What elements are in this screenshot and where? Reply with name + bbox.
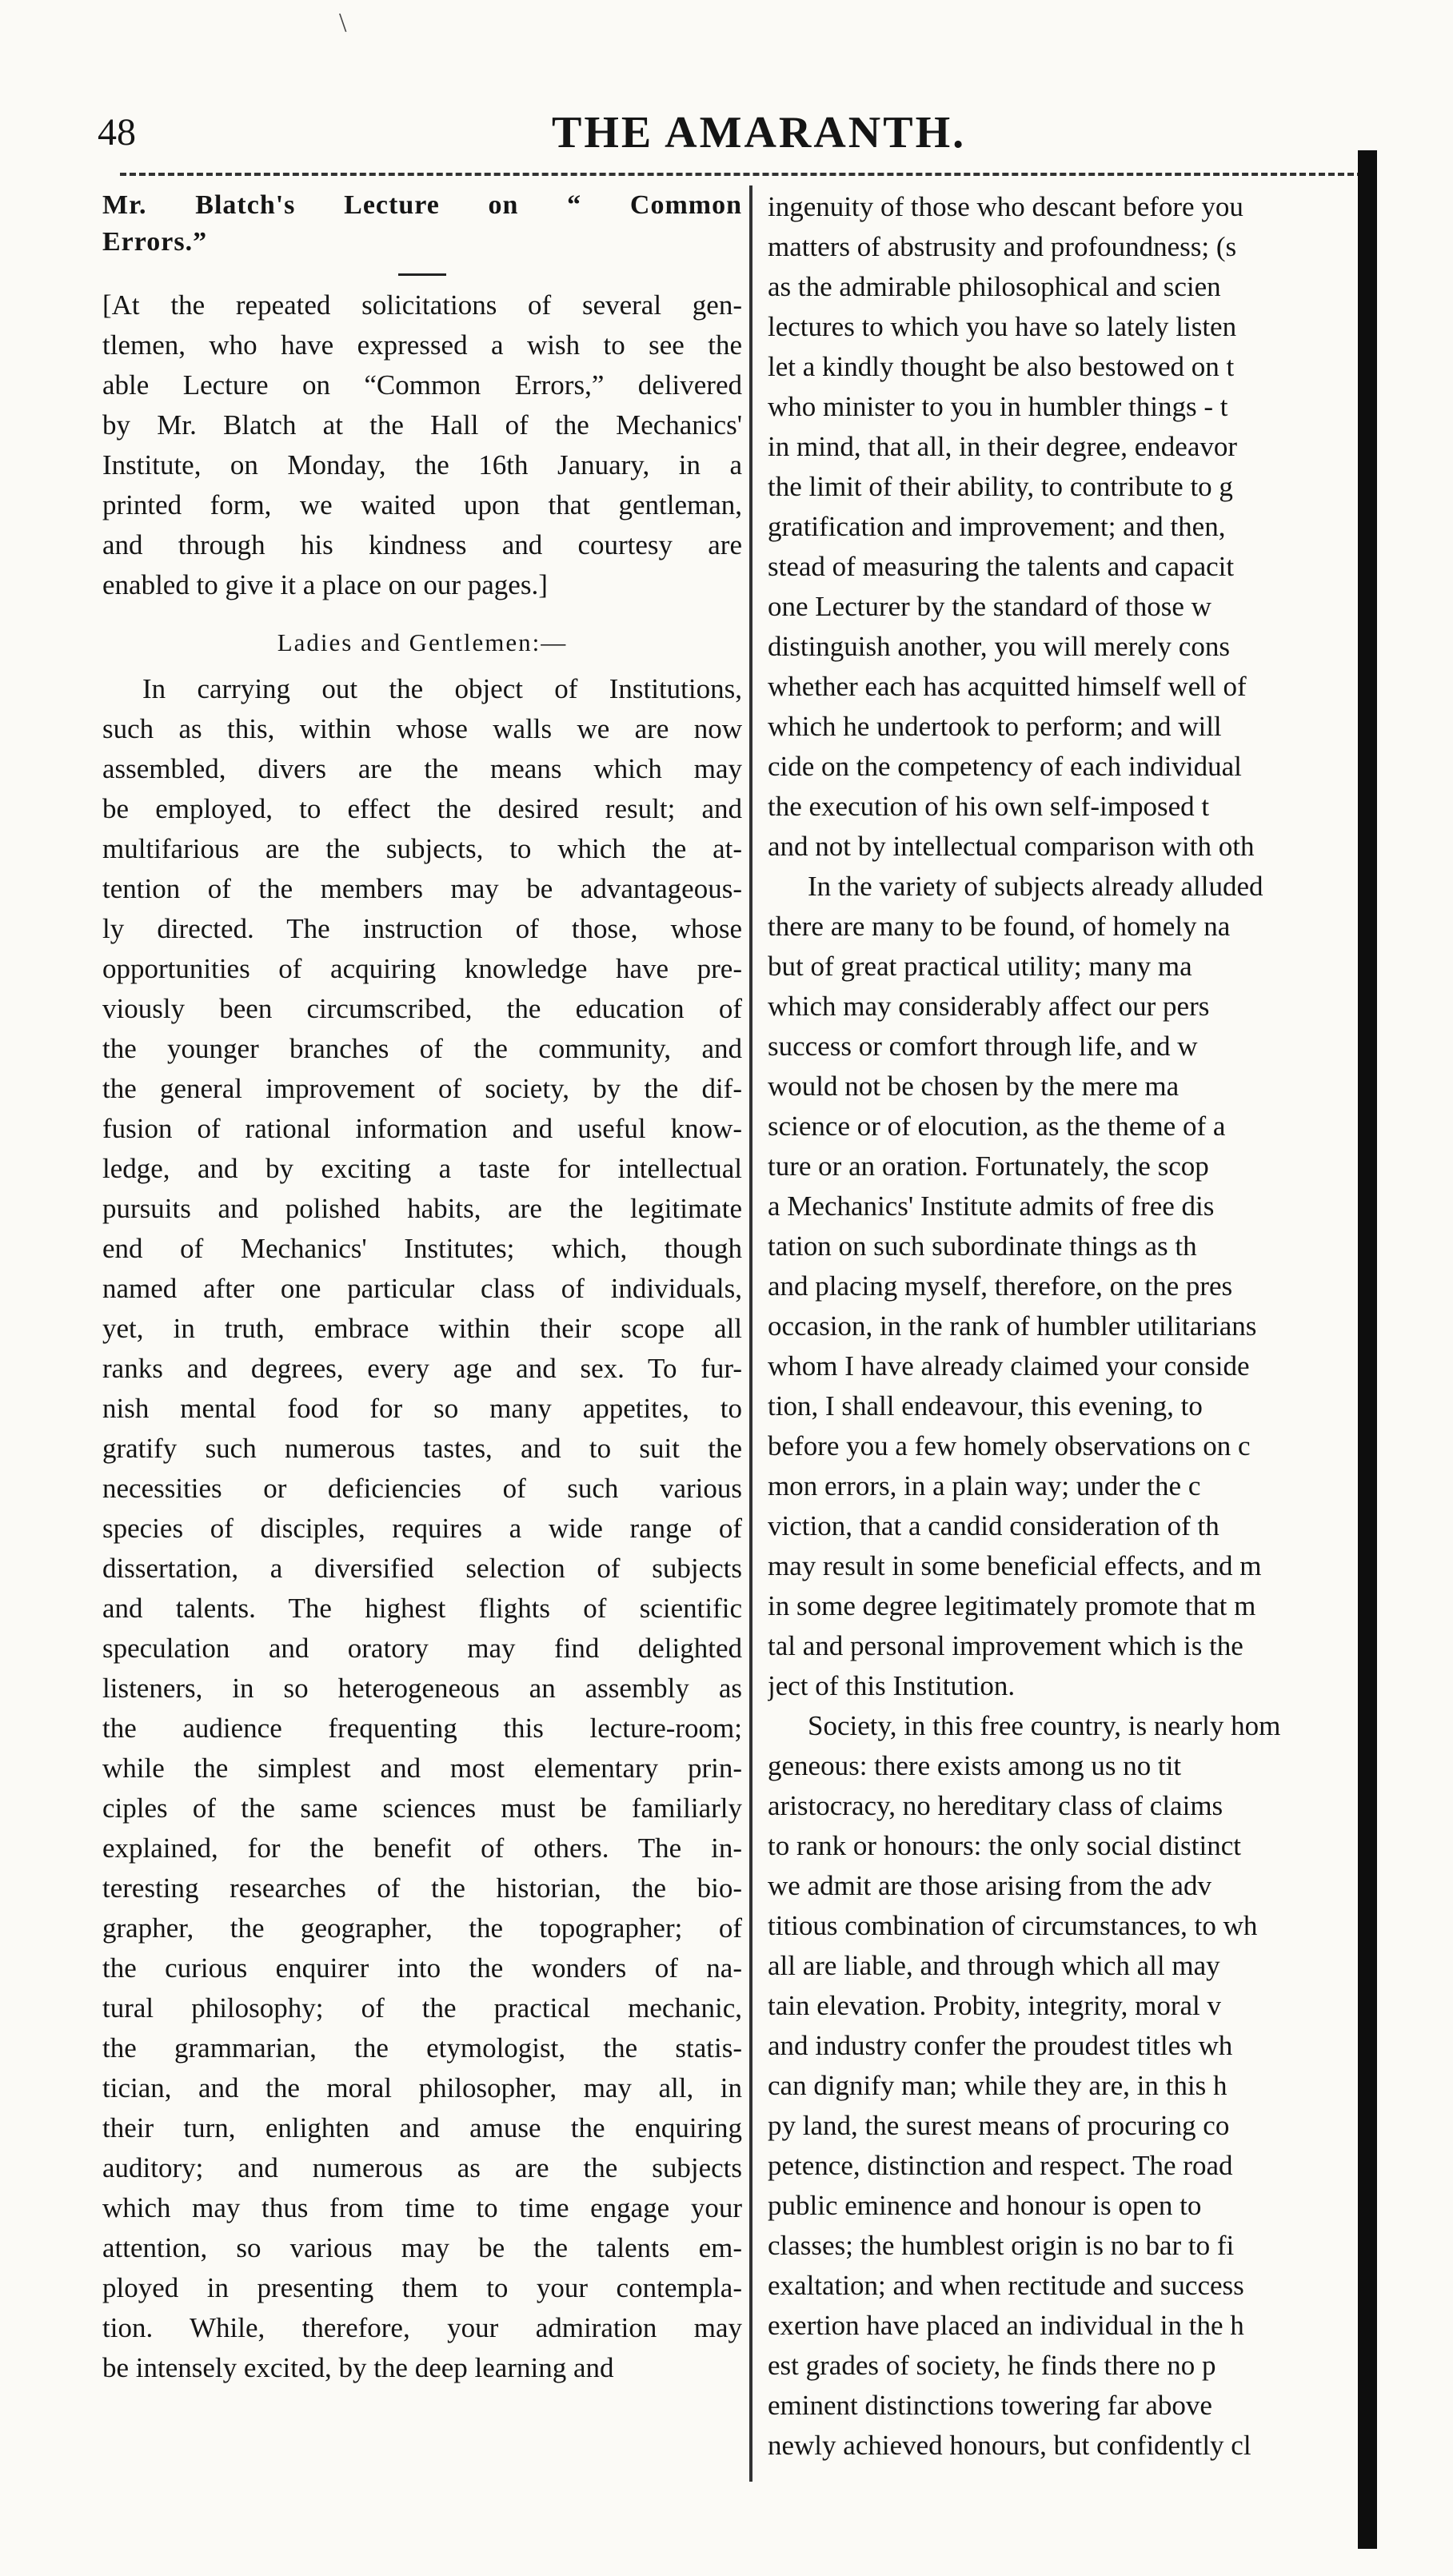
intro-line: tlemen, who have expressed a wish to see the [102, 329, 742, 361]
body-line: exertion have placed an individual in the h [768, 2310, 1244, 2341]
body-line: in some degree legitimately promote that m [768, 1590, 1256, 1621]
body-line: multifarious are the subjects, to which the at- [102, 833, 742, 864]
body-line: while the simplest and most elementary prin- [102, 1753, 742, 1784]
body-line: speculation and oratory may find delighted [102, 1633, 742, 1664]
intro-line: by Mr. Blatch at the Hall of the Mechanics' [102, 409, 742, 441]
body-line: which may thus from time to time engage your [102, 2192, 742, 2223]
body-line: ledge, and by exciting a taste for intellectual [102, 1153, 742, 1184]
intro-line: [At the repeated solicitations of several gen- [102, 289, 742, 321]
body-line: as the admirable philosophical and scien [768, 271, 1221, 302]
body-line: fusion of rational information and useful know- [102, 1113, 742, 1144]
title-rule [398, 273, 446, 276]
body-line: ly directed. The instruction of those, whose [102, 913, 742, 944]
body-line: In the variety of subjects already alluded [808, 871, 1263, 902]
body-line: science or of elocution, as the theme of a [768, 1111, 1226, 1142]
body-line: lectures to which you have so lately listen [768, 311, 1237, 342]
body-line: tation on such subordinate things as th [768, 1230, 1197, 1262]
body-line: distinguish another, you will merely cons [768, 631, 1230, 662]
body-line: would not be chosen by the mere ma [768, 1071, 1180, 1102]
body-line: one Lecturer by the standard of those w [768, 591, 1211, 622]
body-line: and placing myself, therefore, on the pres [768, 1270, 1233, 1302]
body-line: which may considerably affect our pers [768, 991, 1210, 1022]
journal-title: THE AMARANTH. [552, 108, 967, 158]
body-line: the limit of their ability, to contribute to g [768, 471, 1233, 502]
body-line: gratification and improvement; and then, [768, 511, 1226, 542]
body-line: all are liable, and through which all may [768, 1950, 1220, 1981]
body-line: mon errors, in a plain way; under the c [768, 1470, 1201, 1501]
body-line: before you a few homely observations on c [768, 1430, 1251, 1461]
body-line: species of disciples, requires a wide range of [102, 1513, 742, 1544]
body-line: nish mental food for so many appetites, to [102, 1393, 742, 1424]
body-line: whether each has acquitted himself well of [768, 671, 1247, 702]
body-line: grapher, the geographer, the topographer; of [102, 1912, 742, 1944]
body-line: assembled, divers are the means which may [102, 753, 742, 784]
page-number: 48 [98, 111, 136, 154]
body-line: ingenuity of those who descant before you [768, 191, 1243, 222]
body-line: matters of abstrusity and profoundness; (s [768, 231, 1237, 262]
body-line: tician, and the moral philosopher, may all, in [102, 2072, 742, 2103]
body-line: let a kindly thought be also bestowed on t [768, 351, 1235, 382]
body-line: tural philosophy; of the practical mechanic, [102, 1992, 742, 2024]
body-line: ployed in presenting them to your contempla- [102, 2272, 742, 2303]
body-line: viction, that a candid consideration of th [768, 1510, 1219, 1541]
body-line: attention, so various may be the talents em- [102, 2232, 742, 2263]
body-line: public eminence and honour is open to [768, 2190, 1202, 2221]
intro-line: able Lecture on “Common Errors,” delivered [102, 369, 742, 401]
body-line: ranks and degrees, every age and sex. To fur- [102, 1353, 742, 1384]
intro-line: printed form, we waited upon that gentleman, [102, 489, 742, 520]
body-line: yet, in truth, embrace within their scope all [102, 1313, 742, 1344]
body-line: the younger branches of the community, and [102, 1033, 742, 1064]
intro-line: and through his kindness and courtesy are [102, 529, 742, 560]
body-line: such as this, within whose walls we are now [102, 713, 742, 744]
body-line: and industry confer the proudest titles wh [768, 2030, 1233, 2061]
body-line: may result in some beneficial effects, and m [768, 1550, 1262, 1581]
column-divider [749, 185, 752, 2482]
body-line: the audience frequenting this lecture-room; [102, 1713, 742, 1744]
body-line: opportunities of acquiring knowledge have pre- [102, 953, 742, 984]
body-line: auditory; and numerous as are the subjects [102, 2152, 742, 2183]
article-title-line-2: Errors.” [102, 227, 208, 257]
body-line: in mind, that all, in their degree, endeavor [768, 431, 1238, 462]
body-line: exaltation; and when rectitude and success [768, 2270, 1244, 2301]
salutation: Ladies and Gentlemen:— [277, 628, 568, 656]
body-line: tention of the members may be advantageous- [102, 873, 742, 904]
body-line: In carrying out the object of Institutions, [142, 673, 742, 704]
body-line: whom I have already claimed your conside [768, 1350, 1250, 1382]
right-column [768, 187, 1363, 2466]
body-line: est grades of society, he finds there no p [768, 2350, 1216, 2381]
body-line: their turn, enlighten and amuse the enquiring [102, 2112, 742, 2143]
intro-line: Institute, on Monday, the 16th January, in a [102, 449, 742, 481]
body-line: ture or an oration. Fortunately, the scop [768, 1150, 1209, 1182]
body-line: can dignify man; while they are, in this h [768, 2070, 1227, 2101]
article-title-line-1: Mr. Blatch's Lecture on “ Common [102, 190, 742, 220]
body-line: tion, I shall endeavour, this evening, to [768, 1390, 1203, 1422]
body-line: tion. While, therefore, your admiration may [102, 2312, 742, 2343]
editor-intro [102, 285, 742, 605]
body-line: cide on the competency of each individual [768, 751, 1242, 782]
body-line: viously been circumscribed, the education of [102, 993, 742, 1024]
body-line: the curious enquirer into the wonders of na- [102, 1952, 742, 1984]
body-line: success or comfort through life, and w [768, 1031, 1198, 1062]
body-line: which he undertook to perform; and will [768, 711, 1222, 742]
body-line: classes; the humblest origin is no bar to fi [768, 2230, 1235, 2261]
left-body [102, 669, 742, 2388]
body-line: and talents. The highest flights of scientific [102, 1593, 742, 1624]
body-line: tal and personal improvement which is the [768, 1630, 1243, 1661]
body-line: explained, for the benefit of others. The in- [102, 1832, 742, 1864]
top-margin-mark: \ [339, 8, 347, 38]
body-line: eminent distinctions towering far above [768, 2390, 1212, 2421]
body-line: but of great practical utility; many ma [768, 951, 1192, 982]
body-line: the grammarian, the etymologist, the statis- [102, 2032, 742, 2064]
body-line: petence, distinction and respect. The road [768, 2150, 1233, 2181]
left-column [102, 187, 742, 2388]
body-line: ciples of the same sciences must be familiarly [102, 1792, 742, 1824]
body-line: py land, the surest means of procuring co [768, 2110, 1230, 2141]
body-line: Society, in this free country, is nearly hom [808, 1710, 1281, 1741]
body-line: named after one particular class of individuals, [102, 1273, 742, 1304]
intro-line: enabled to give it a place on our pages.] [102, 569, 548, 600]
body-line: geneous: there exists among us no tit [768, 1750, 1182, 1781]
body-line: occasion, in the rank of humbler utilitarians [768, 1310, 1257, 1342]
body-line: listeners, in so heterogeneous an assembly as [102, 1673, 742, 1704]
body-line: and not by intellectual comparison with oth [768, 831, 1255, 862]
body-line: gratify such numerous tastes, and to suit the [102, 1433, 742, 1464]
body-line: a Mechanics' Institute admits of free dis [768, 1190, 1215, 1222]
body-line: end of Mechanics' Institutes; which, though [102, 1233, 742, 1264]
header-rule [120, 173, 1363, 176]
body-line: ject of this Institution. [768, 1670, 1016, 1701]
body-line: aristocracy, no hereditary class of claims [768, 1790, 1223, 1821]
body-line: be intensely excited, by the deep learning and [102, 2352, 614, 2383]
body-line: tain elevation. Probity, integrity, moral v [768, 1990, 1222, 2021]
body-line: titious combination of circumstances, to wh [768, 1910, 1258, 1941]
body-line: necessities or deficiencies of such various [102, 1473, 742, 1504]
body-line: be employed, to effect the desired result; and [102, 793, 742, 824]
body-line: the general improvement of society, by the dif- [102, 1073, 742, 1104]
body-line: dissertation, a diversified selection of subjects [102, 1553, 742, 1584]
body-line: the execution of his own self-imposed t [768, 791, 1210, 822]
body-line: who minister to you in humbler things - t [768, 391, 1228, 422]
body-line: teresting researches of the historian, the bio- [102, 1872, 742, 1904]
body-line: to rank or honours: the only social distinct [768, 1830, 1241, 1861]
body-line: stead of measuring the talents and capacit [768, 551, 1235, 582]
body-line: there are many to be found, of homely na [768, 911, 1231, 942]
body-line: pursuits and polished habits, are the legitimate [102, 1193, 742, 1224]
body-line: newly achieved honours, but confidently cl [768, 2430, 1251, 2461]
body-line: we admit are those arising from the adv [768, 1870, 1211, 1901]
